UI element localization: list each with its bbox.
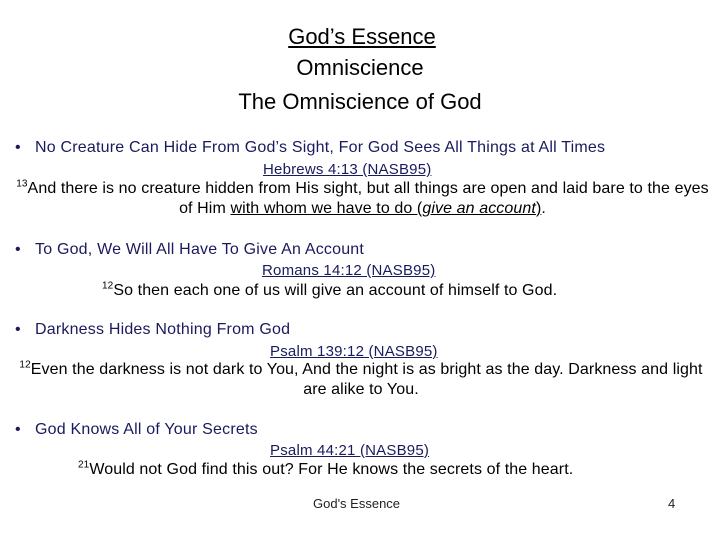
bullet-point-4 <box>15 421 258 439</box>
verse-underlined: with whom we have to do ( <box>230 200 423 217</box>
verse-number: 12 <box>102 280 114 292</box>
verse-underlined-end: ) <box>535 200 542 217</box>
scripture-reference-2: Romans 14:12 (NASB95) <box>262 262 436 279</box>
bullet-marker: • <box>15 321 21 338</box>
bullet-text: Darkness Hides Nothing From God <box>35 321 291 338</box>
scripture-reference-1: Hebrews 4:13 (NASB95) <box>263 161 432 178</box>
bullet-marker: • <box>15 241 21 258</box>
verse-italic-underlined: give an account <box>422 200 536 217</box>
page-number: 4 <box>668 496 676 511</box>
verse-body: Would not God find this out? For He knows the secrets of the heart. <box>89 461 574 478</box>
verse-body: And there is no creature hidden from His sight, but all things are open and laid bare to the eyes of Him <box>27 180 709 217</box>
verse-number: 21 <box>78 459 90 471</box>
scripture-reference-3: Psalm 139:12 (NASB95) <box>270 343 438 360</box>
verse-text-2 <box>80 281 702 301</box>
verse-text-3 <box>8 360 714 400</box>
slide-heading: The Omniscience of God <box>238 89 482 114</box>
slide-subtitle: Omniscience <box>296 55 424 80</box>
bullet-point-2 <box>15 241 364 259</box>
verse-body: Even the darkness is not dark to You, And the night is as bright as the day. Darkness and light are alike to You. <box>30 361 703 398</box>
verse-number: 12 <box>19 359 31 371</box>
bullet-point-3 <box>15 321 290 339</box>
verse-text-1 <box>10 179 715 219</box>
bullet-marker: • <box>15 421 21 438</box>
footer-text: God's Essence <box>313 496 401 511</box>
bullet-marker: • <box>15 139 21 156</box>
verse-text-4 <box>60 460 698 480</box>
bullet-text: No Creature Can Hide From God’s Sight, For God Sees All Things at All Times <box>35 139 606 156</box>
bullet-text: To God, We Will All Have To Give An Account <box>35 241 365 258</box>
verse-end: . <box>541 200 546 217</box>
bullet-text: God Knows All of Your Secrets <box>35 421 258 438</box>
scripture-reference-4: Psalm 44:21 (NASB95) <box>270 442 430 459</box>
bullet-point-1 <box>15 139 605 157</box>
verse-body: So then each one of us will give an account of himself to God. <box>113 282 558 299</box>
verse-number: 13 <box>16 178 28 190</box>
slide-title: God’s Essence <box>288 24 436 49</box>
